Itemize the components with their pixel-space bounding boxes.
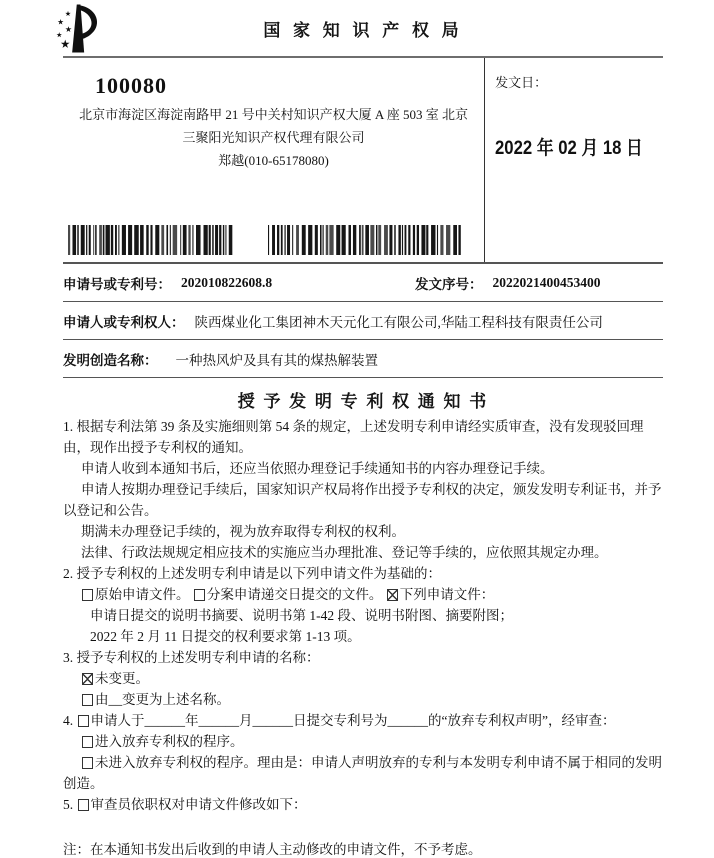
invention-title-label: 发明创造名称： [63,352,158,368]
issue-date: 2022 年 02 月 18 日 [495,138,643,159]
address-line-1: 北京市海淀区海淀南路甲 21 号中关村知识产权大厦 A 座 503 室 北京 [79,107,468,122]
notice-text: 原始申请文件。 [95,587,193,602]
notice-text: 申请人收到本通知书后，还应当依照办理登记手续通知书的内容办理登记手续。 [81,461,554,476]
checkbox-checked[interactable] [82,673,93,685]
checkbox-unchecked[interactable] [194,589,205,601]
checkbox-checked[interactable] [387,589,398,601]
notice-line [63,605,663,626]
notice-text: 4. [63,713,77,728]
invention-title-row [63,340,663,378]
address-line-2: 三聚阳光知识产权代理有限公司 [182,130,365,145]
footer-note: 注：在本通知书发出后收到的申请人主动修改的申请文件，不予考虑。 [63,842,482,857]
notice-text: 法律、行政法规规定相应技术的实施应当办理批准、登记等手续的，应依照其规定办理。 [81,545,608,560]
applicant-label: 申请人或专利权人： [63,314,185,330]
address-date-box [63,56,663,264]
recipient-address-block [63,58,485,262]
barcode-left [68,225,233,255]
notice-line [63,689,663,710]
checkbox-unchecked[interactable] [78,799,89,811]
notice-text: 申请人按期办理登记手续后，国家知识产权局将作出授予专利权的决定，颁发发明专利证书，并予以登记和公告。 [63,482,662,518]
issue-date-block [485,58,663,262]
notice-text: 未进入放弃专利权的程序。理由是：申请人声明放弃的专利与本发明专利申请不属于相同的发明创造。 [63,755,662,791]
notice-line [63,584,663,605]
notice-body [63,416,663,815]
notice-line [63,479,663,521]
postal-code: 100080 [95,73,167,98]
notice-line [63,647,663,668]
notice-line [63,626,663,647]
notice-text: 分案申请递交日提交的文件。 [206,587,386,602]
application-number-row [63,264,663,302]
serial-number-value: 2022021400453400 [492,274,601,290]
checkbox-unchecked[interactable] [82,757,93,769]
notice-text: 进入放弃专利权的程序。 [95,734,244,749]
document-header [63,0,663,56]
notice-line [63,794,663,815]
document-content [63,0,663,858]
notice-line [63,521,663,542]
application-number-pair [63,273,415,293]
barcode-right [268,225,462,255]
serial-number-label: 发文序号： [415,276,483,292]
agency-title: 国 家 知 识 产 权 局 [263,21,463,40]
notice-line [63,458,663,479]
serial-number-pair [415,273,601,293]
application-number-label: 申请号或专利号： [63,276,171,292]
notice-line [63,668,663,689]
notice-text: 申请人于______年______月______日提交专利号为______的“放弃专利权声明”，经审查： [90,713,616,728]
issue-date-label: 发文日： [495,75,548,90]
applicant-row [63,302,663,340]
application-number-value: 202010822608.8 [181,274,273,290]
notice-text: 审查员依职权对申请文件修改如下： [90,797,307,812]
checkbox-unchecked[interactable] [82,694,93,706]
notice-text: 5. [63,797,77,812]
cnipa-logo-icon [56,3,104,54]
notice-text: 由__变更为上述名称。 [95,692,230,707]
notice-text: 2022 年 2 月 11 日提交的权利要求第 1-13 项。 [90,629,361,644]
notice-text: 期满未办理登记手续的，视为放弃取得专利权的权利。 [81,524,405,539]
barcode-row [63,225,499,255]
notice-line [63,731,663,752]
notice-text: 2. 授予专利权的上述发明专利申请是以下列申请文件为基础的： [63,566,441,581]
notice-text: 1. 根据专利法第 39 条及实施细则第 54 条的规定，上述发明专利申请经实质审查，没有发现驳回理由，现作出授予专利权的通知。 [63,419,644,455]
notice-line [63,542,663,563]
notice-text: 下列申请文件： [399,587,495,602]
address-line-3: 郑越(010-65178080) [218,153,329,168]
notice-text: 未变更。 [95,671,149,686]
checkbox-unchecked[interactable] [82,736,93,748]
invention-title-value: 一种热风炉及具有其的煤热解装置 [175,352,378,368]
checkbox-unchecked[interactable] [82,589,93,601]
notice-text: 3. 授予专利权的上述发明专利申请的名称： [63,650,320,665]
applicant-value: 陕西煤业化工集团神木天元化工有限公司,华陆工程科技有限责任公司 [194,314,603,330]
checkbox-unchecked[interactable] [78,715,89,727]
notice-title: 授 予 发 明 专 利 权 通 知 书 [237,392,489,411]
notice-line [63,563,663,584]
notice-text: 申请日提交的说明书摘要、说明书第 1-42 段、说明书附图、摘要附图； [90,608,513,623]
notice-line [63,710,663,731]
notice-line [63,752,663,794]
notice-line [63,416,663,458]
